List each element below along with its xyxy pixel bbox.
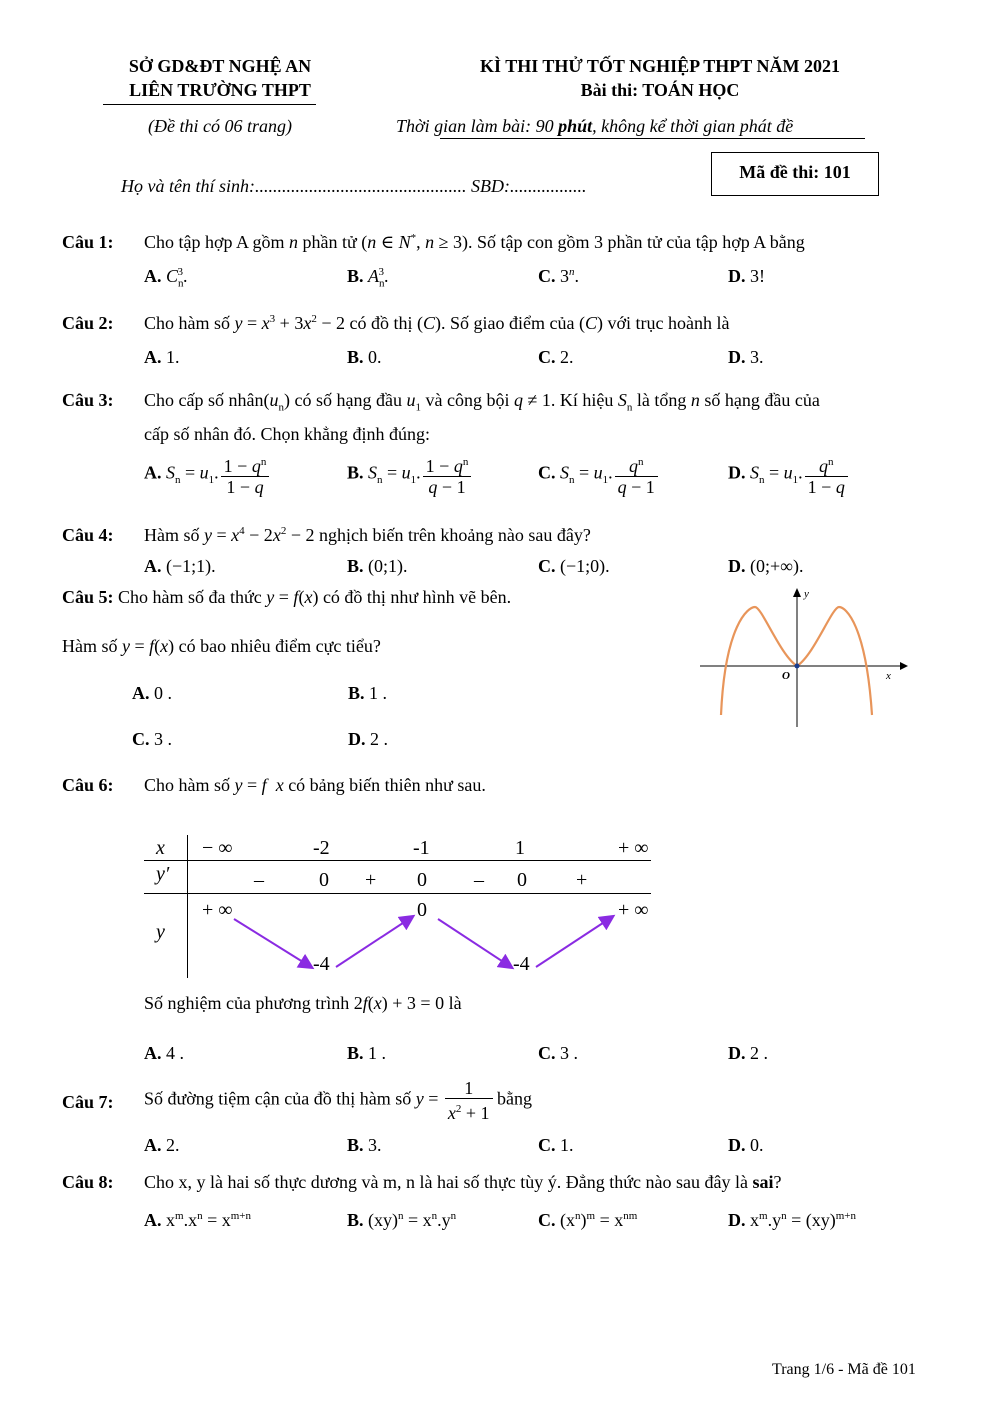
page-footer: Trang 1/6 - Mã đề 101 <box>772 1361 916 1378</box>
q5-function-graph <box>700 585 910 730</box>
header-underline <box>103 104 316 105</box>
q5-option-c: C. 3 . <box>132 729 172 749</box>
q6-option-b: B. 1 . <box>347 1043 387 1063</box>
q8-option-c: C. $(x^n)^m = x^{nm}$ <box>538 1210 638 1230</box>
vt-arrow-down-1 <box>234 919 311 967</box>
graph-origin-point <box>795 664 800 669</box>
vt-sign-6: 0 <box>517 869 527 891</box>
vt-sign-2: 0 <box>319 869 329 891</box>
vt-y-top-1: + ∞ <box>202 899 233 921</box>
q3-option-b: B. $S_n = u_1$. $\frac{1 - q^n}{q - 1}$ <box>347 452 471 497</box>
graph-origin-label: O <box>782 670 790 682</box>
vt-y-bottom-1: -4 <box>313 953 330 975</box>
q1-option-d: D. 3! <box>728 266 765 286</box>
q8-option-d: D. $x^m.y^n = (xy)^{m+n}$ <box>728 1210 856 1230</box>
q3-option-d: D. $S_n = u_1$. $\frac{q^n}{1 - q}$ <box>728 452 848 497</box>
variation-table <box>144 835 654 980</box>
q4-option-a: A. (−1;1). <box>144 556 216 576</box>
question-5-text-line2: Hàm số y = f(x) có bao nhiêu điểm cực tiểu? <box>62 636 381 656</box>
vt-row-x: x <box>156 837 165 859</box>
q2-option-a: A. 1. <box>144 347 180 367</box>
question-4-text: Hàm số $y = x^4 - 2x^2 - 2$ nghịch biến trên khoảng nào sau đây? <box>144 525 591 545</box>
question-7: Câu 7: <box>62 1092 114 1112</box>
vt-sign-4: 0 <box>417 869 427 891</box>
graph-x-arrow <box>900 662 908 670</box>
vt-y-bottom-2: -4 <box>513 953 530 975</box>
school-name: LIÊN TRƯỜNG THPT <box>129 80 311 100</box>
vt-row-y: y <box>156 921 165 943</box>
question-6: Câu 6: <box>62 775 114 795</box>
vt-x-neg-inf: − ∞ <box>202 837 233 859</box>
page-count-note: (Đề thi có 06 trang) <box>148 116 292 136</box>
graph-y-label: y <box>804 588 809 600</box>
q1-option-a: A. $C_n^3$. <box>144 266 188 290</box>
vt-y-top-3: + ∞ <box>618 899 649 921</box>
vt-row-yprime: y′ <box>156 863 170 885</box>
vt-sign-7: + <box>576 869 588 891</box>
question-1: Câu 1: <box>62 232 114 252</box>
q5-option-a: A. 0 . <box>132 683 172 703</box>
q7-option-c: C. 1. <box>538 1135 574 1155</box>
q1-option-c: C. 3$^n$. <box>538 266 579 286</box>
time-note: Thời gian làm bài: 90 phút, không kể thời gian phát đề <box>396 116 794 136</box>
question-3-text-line2: cấp số nhân đó. Chọn khẳng định đúng: <box>144 424 430 444</box>
q4-option-c: C. (−1;0). <box>538 556 610 576</box>
question-8: Câu 8: <box>62 1172 114 1192</box>
q6-option-c: C. 3 . <box>538 1043 578 1063</box>
vt-arrow-down-2 <box>438 919 511 967</box>
question-3: Câu 3: <box>62 390 114 410</box>
vt-sign-3: + <box>365 869 377 891</box>
q2-option-d: D. 3. <box>728 347 764 367</box>
vt-arrow-up-2 <box>536 917 612 967</box>
question-7-text: Số đường tiệm cận của đồ thị hàm số y = $\frac{1}{x^2 + 1}$ bằng <box>144 1078 533 1123</box>
question-2: Câu 2: <box>62 313 114 333</box>
q5-option-d: D. 2 . <box>348 729 388 749</box>
department-name: SỞ GD&ĐT NGHỆ AN <box>128 56 312 76</box>
q2-option-b: B. 0. <box>347 347 382 367</box>
vt-y-top-2: 0 <box>417 899 427 921</box>
q3-option-c: C. $S_n = u_1$. $\frac{q^n}{q - 1}$ <box>538 452 658 497</box>
q8-option-a: A. $x^m.x^n = x^{m+n}$ <box>144 1210 251 1230</box>
graph-y-arrow <box>793 588 801 597</box>
graph-x-label: x <box>886 670 891 682</box>
q7-option-a: A. 2. <box>144 1135 180 1155</box>
vt-x-pos-inf: + ∞ <box>618 837 649 859</box>
vt-sign-5: – <box>474 869 484 891</box>
question-1-text: Cho tập hợp A gồm n phần tử (n ∈ N*, n ≥ 3). Số tập con gồm 3 phần tử của tập hợp A bằng <box>144 232 805 252</box>
q8-option-b: B. $(xy)^n = x^n.y^n$ <box>347 1210 457 1230</box>
exam-subject: Bài thi: TOÁN HỌC <box>580 80 740 100</box>
time-underline <box>440 138 865 139</box>
vt-arrow-up-1 <box>336 917 412 967</box>
q7-option-d: D. 0. <box>728 1135 764 1155</box>
exam-title: KÌ THI THỬ TỐT NGHIỆP THPT NĂM 2021 <box>480 56 840 76</box>
q2-option-c: C. 2. <box>538 347 574 367</box>
vt-x-m2: -2 <box>313 837 330 859</box>
question-6-equation: Số nghiệm của phương trình 2f(x) + 3 = 0 là <box>144 993 462 1013</box>
vt-sign-1: – <box>254 869 264 891</box>
q5-option-b: B. 1 . <box>348 683 388 703</box>
q6-option-a: A. 4 . <box>144 1043 184 1063</box>
exam-code-box: Mã đề thi: 101 <box>711 152 879 196</box>
q4-option-d: D. (0;+∞). <box>728 556 804 576</box>
q4-option-b: B. (0;1). <box>347 556 408 576</box>
candidate-info-line: Họ và tên thí sinh:............................................... SBD:................. <box>121 176 587 196</box>
vt-x-1: 1 <box>515 837 525 859</box>
question-8-text: Cho x, y là hai số thực dương và m, n là hai số thực tùy ý. Đẳng thức nào sau đây là sai? <box>144 1172 782 1192</box>
q1-option-b: B. $A_n^3$. <box>347 266 389 290</box>
q7-option-b: B. 3. <box>347 1135 382 1155</box>
vt-arrows <box>144 835 654 980</box>
question-6-text: Cho hàm số y = f x có bảng biến thiên như sau. <box>144 775 486 795</box>
q3-option-a: A. $S_n = u_1$. $\frac{1 - q^n}{1 - q}$ <box>144 452 269 497</box>
question-2-text: Cho hàm số $y = x^3 + 3x^2 - 2$ có đồ thị (C). Số giao điểm của (C) với trục hoành là <box>144 313 730 333</box>
q6-option-d: D. 2 . <box>728 1043 768 1063</box>
question-5-text: Câu 5: Cho hàm số đa thức y = f(x) có đồ thị như hình vẽ bên. <box>62 587 512 607</box>
question-4: Câu 4: <box>62 525 114 545</box>
question-3-text: Cho cấp số $nhân(u_n)$ có số hạng đầu $u_1$ và công bội q ≠ 1. Kí hiệu $S_n$ là tổng n số hạng đầu của <box>144 390 820 414</box>
vt-x-m1: -1 <box>413 837 430 859</box>
